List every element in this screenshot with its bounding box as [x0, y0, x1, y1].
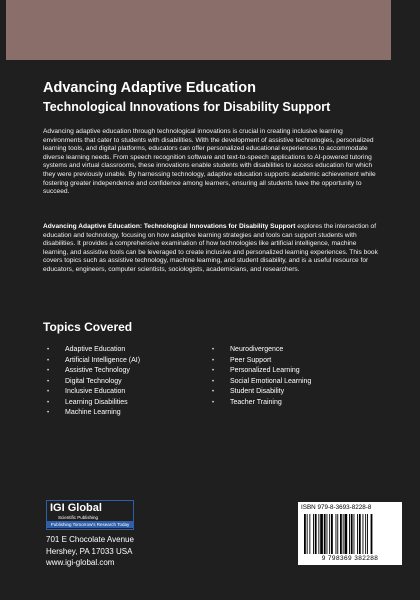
barcode-bar: [329, 514, 330, 554]
bullet-icon: •: [47, 399, 50, 406]
barcode-bar: [359, 514, 361, 554]
topic-label: Teacher Training: [230, 398, 282, 406]
barcode-bar: [336, 514, 337, 554]
top-color-band: [6, 0, 391, 60]
isbn-barcode-box: [298, 502, 402, 565]
barcode-bar: [365, 514, 366, 554]
topic-label: Peer Support: [230, 356, 272, 364]
bullet-icon: •: [212, 347, 215, 353]
topic-item: [47, 387, 140, 398]
bullet-icon: •: [47, 378, 50, 385]
topic-item: [47, 398, 140, 409]
address-line-1: 701 E Chocolate Avenue: [46, 535, 134, 544]
publisher-address: [46, 534, 134, 569]
topic-label: Personalized Learning: [230, 367, 300, 374]
publisher-logo-subtitle: Scientific Publishing: [58, 515, 99, 520]
barcode-bar: [337, 514, 338, 554]
bullet-icon: •: [212, 389, 215, 395]
publisher-logo-tagline: Publishing Tomorrow's Research Today: [47, 521, 133, 528]
topic-label: Digital Technology: [65, 377, 122, 385]
barcode-bar: [351, 514, 353, 554]
bullet-icon: •: [47, 368, 50, 374]
barcode-bar: [371, 514, 373, 554]
topic-item: [47, 377, 140, 388]
barcode-bar: [320, 514, 323, 554]
barcode-bar: [363, 514, 364, 554]
topic-label: Assistive Technology: [65, 367, 130, 374]
topic-item: [47, 345, 140, 356]
topic-item: [212, 377, 311, 388]
topic-label: Student Disability: [230, 388, 285, 395]
topic-item: [212, 366, 311, 377]
description-paragraph-2: [43, 223, 379, 275]
barcode-bar: [315, 514, 317, 554]
topic-label: Neurodivergence: [230, 346, 284, 353]
address-line-2: Hershey, PA 17033 USA: [46, 546, 133, 556]
topic-label: Machine Learning: [65, 409, 121, 416]
barcode-bar: [307, 514, 308, 554]
description-paragraph-2-text: explores the intersection of education and technology, focusing on how adaptive learning strategies and tools can support students with disabilities. It provides a comprehensive examination of how technologies like artificial intelligence, machine learning, and assistive tools can be leveraged to create inclusive and personalized learning experiences. This book covers topics such as assistive technology, machine learning, and student disability, and is a useful resource for educators, engineers, computer scientists, sociologists, academicians, and researchers.: [43, 223, 378, 273]
bullet-icon: •: [212, 399, 215, 406]
topic-item: [47, 408, 140, 419]
barcode-bar: [327, 514, 328, 554]
description-book-title-bold: Advancing Adaptive Education: Technological Innovations for Disability Support: [43, 223, 296, 230]
topic-item: [47, 366, 140, 377]
barcode-bar: [340, 514, 342, 554]
barcode-bar: [309, 514, 310, 554]
publisher-logo-name: IGI Global: [50, 502, 102, 514]
isbn-label: ISBN 979-8-3693-8228-8: [301, 504, 372, 511]
book-subtitle: Technological Innovations for Disability Support: [43, 100, 331, 114]
barcode-bar: [313, 514, 314, 554]
topic-item: [212, 387, 311, 398]
publisher-logo: [46, 500, 134, 530]
topic-item: [212, 356, 311, 367]
bullet-icon: •: [47, 410, 50, 416]
topics-heading: Topics Covered: [43, 320, 133, 334]
barcode-bar: [331, 514, 333, 554]
barcode-bar: [367, 514, 368, 554]
barcode-icon: [302, 514, 398, 554]
bullet-icon: •: [212, 378, 215, 385]
barcode-bar: [318, 514, 319, 554]
topic-item: [47, 356, 140, 367]
barcode-bar: [345, 514, 348, 554]
topic-label: Learning Disabilities: [65, 398, 128, 406]
topic-label: Social Emotional Learning: [230, 377, 312, 385]
topic-label: Inclusive Education: [65, 388, 126, 395]
barcode-number: 9 798369 382288: [321, 555, 379, 562]
barcode-bar: [354, 514, 355, 554]
topic-label: Artificial Intelligence (AI): [65, 356, 141, 364]
topic-label: Adaptive Education: [65, 346, 126, 353]
bullet-icon: •: [47, 357, 50, 364]
topics-list-left: [47, 345, 140, 419]
barcode-bar: [357, 514, 358, 554]
barcode-bar: [324, 514, 326, 554]
bullet-icon: •: [47, 347, 50, 353]
bullet-icon: •: [47, 389, 50, 395]
description-paragraph-1: Advancing adaptive education through technological innovations is crucial in creating inclusive learning environments that cater to students with disabilities. With the development of assistive technologies, personalized learning tools, and digital platforms, educators can offer personalized educational experiences to accommodate diverse learning needs. From speech recognition software and text-to-speech applications to AI-powered tutoring systems and virtual classrooms, these innovations enable students with disabilities to access education for which they were previously unable. By harnessing technology, adaptive education supports academic achievement while fostering greater independence and confidence among learners, ensuring all students have the opportunity to succeed.: [43, 128, 376, 196]
topic-item: [212, 345, 311, 356]
barcode-bar: [343, 514, 344, 554]
publisher-website: www.igi-global.com: [46, 558, 115, 567]
barcode-bar: [304, 514, 306, 554]
topic-item: [212, 398, 311, 409]
barcode-bar: [349, 514, 350, 554]
bullet-icon: •: [212, 368, 215, 374]
bullet-icon: •: [212, 357, 215, 364]
topics-list-right: [212, 345, 311, 408]
book-title: Advancing Adaptive Education: [43, 80, 256, 96]
